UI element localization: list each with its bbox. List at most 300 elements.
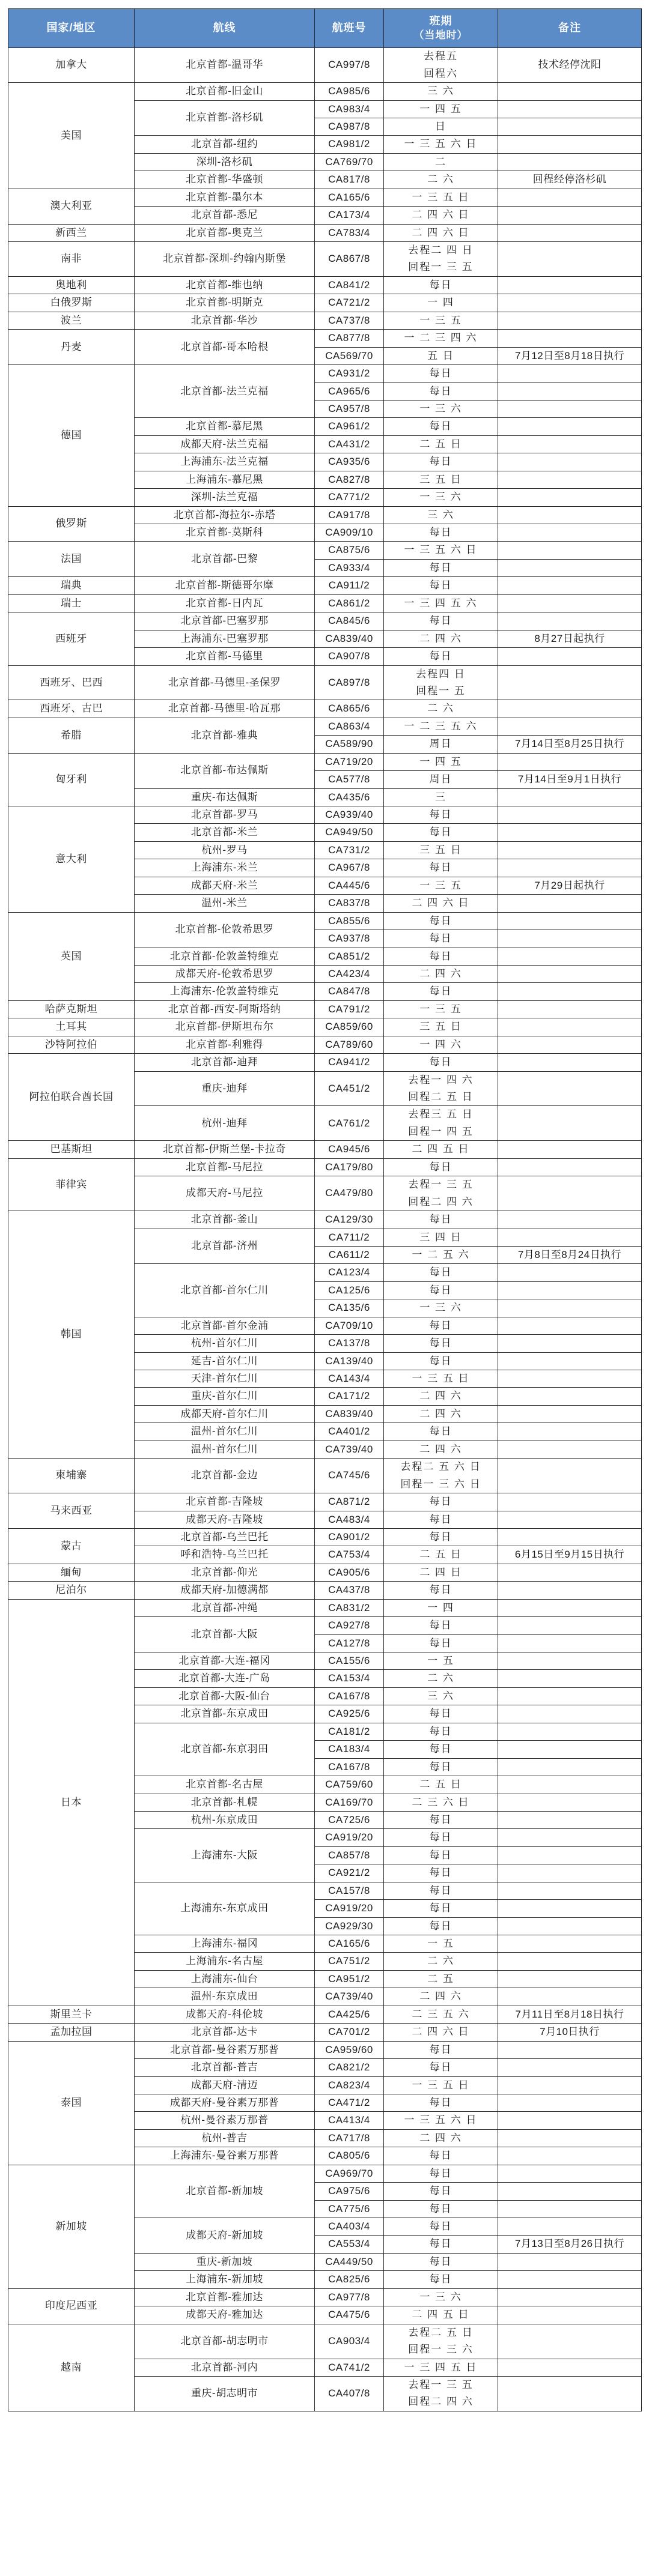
cell-flight-number: CA945/6 — [315, 1141, 384, 1158]
cell-schedule-days — [384, 1741, 498, 1758]
cell-remark — [498, 207, 642, 224]
schedule-line: 每日 — [429, 1761, 452, 1773]
table-row — [8, 1493, 642, 1511]
cell-flight-number: CA823/4 — [315, 2076, 384, 2094]
cell-remark — [498, 242, 642, 277]
schedule-line: 周日 — [429, 738, 452, 750]
cell-schedule-days — [384, 2271, 498, 2288]
cell-remark — [498, 718, 642, 735]
schedule-line: 二 五 日 — [419, 1779, 462, 1791]
cell-route: 成都天府-伦敦希思罗 — [135, 965, 315, 982]
table-row — [8, 1599, 642, 1616]
cell-route: 北京首都-悉尼 — [135, 207, 315, 224]
cell-schedule-days — [384, 1528, 498, 1546]
cell-country: 丹麦 — [8, 330, 135, 365]
cell-schedule-days — [384, 347, 498, 364]
cell-remark — [498, 1054, 642, 1071]
schedule-line: 去程一 四 六 — [408, 1074, 474, 1086]
cell-remark — [498, 1634, 642, 1652]
cell-remark — [498, 294, 642, 312]
cell-route: 北京首都-釜山 — [135, 1211, 315, 1229]
schedule-line: 一 三 六 — [419, 2291, 462, 2303]
cell-remark — [498, 859, 642, 877]
cell-route: 北京首都-旧金山 — [135, 83, 315, 100]
table-row — [8, 2165, 642, 2182]
cell-schedule-days — [384, 1459, 498, 1493]
cell-flight-number: CA589/90 — [315, 736, 384, 753]
schedule-line: 每日 — [429, 1619, 452, 1631]
cell-schedule-days — [384, 524, 498, 542]
cell-schedule-days — [384, 1599, 498, 1616]
cell-flight-number: CA611/2 — [315, 1246, 384, 1263]
cell-schedule-days — [384, 753, 498, 770]
cell-route: 北京首都-普吉 — [135, 2059, 315, 2076]
cell-remark — [498, 1493, 642, 1511]
cell-remark — [498, 83, 642, 100]
schedule-line: 二 五 日 — [419, 1549, 462, 1561]
cell-schedule-days — [384, 48, 498, 83]
cell-remark — [498, 1423, 642, 1441]
schedule-line: 每日 — [429, 1725, 452, 1737]
cell-route: 北京首都-明斯克 — [135, 294, 315, 312]
schedule-line: 每日 — [429, 2238, 452, 2250]
cell-flight-number: CA167/8 — [315, 1758, 384, 1776]
schedule-line: 一 三 五 — [419, 1003, 462, 1015]
cell-schedule-days — [384, 2041, 498, 2058]
cell-route: 温州-首尔仁川 — [135, 1441, 315, 1458]
cell-remark — [498, 1211, 642, 1229]
cell-route: 北京首都-巴塞罗那 — [135, 612, 315, 630]
schedule-line: 回程二 四 六 — [408, 2396, 474, 2408]
cell-country: 韩国 — [8, 1211, 135, 1459]
schedule-line: 二 五 日 — [419, 438, 462, 450]
cell-schedule-days — [384, 859, 498, 877]
cell-remark: 7月12日至8月18日执行 — [498, 347, 642, 364]
cell-schedule-days — [384, 2200, 498, 2218]
cell-schedule-days — [384, 1776, 498, 1794]
cell-remark — [498, 1900, 642, 1917]
cell-flight-number: CA875/6 — [315, 542, 384, 559]
cell-route: 成都天府-曼谷素万那普 — [135, 2094, 315, 2111]
schedule-line: 一 三 六 — [419, 491, 462, 503]
cell-remark — [498, 806, 642, 824]
cell-schedule-days — [384, 276, 498, 294]
table-row — [8, 1459, 642, 1493]
cell-schedule-days — [384, 471, 498, 488]
cell-flight-number: CA957/8 — [315, 400, 384, 417]
cell-route: 延吉-首尔仁川 — [135, 1352, 315, 1370]
cell-schedule-days — [384, 2059, 498, 2076]
schedule-line: 每日 — [429, 1813, 452, 1825]
cell-schedule-days — [384, 2129, 498, 2147]
cell-route: 成都天府-加德满都 — [135, 1582, 315, 1599]
cell-remark — [498, 1459, 642, 1493]
cell-route: 北京首都-河内 — [135, 2359, 315, 2376]
schedule-line: 二 四 六 — [419, 2132, 462, 2144]
cell-flight-number: CA737/8 — [315, 312, 384, 329]
cell-remark — [498, 118, 642, 135]
cell-remark — [498, 1264, 642, 1281]
cell-remark: 技术经停沈阳 — [498, 48, 642, 83]
cell-flight-number: CA173/4 — [315, 207, 384, 224]
cell-schedule-days — [384, 2288, 498, 2306]
cell-remark — [498, 1000, 642, 1018]
cell-remark — [498, 400, 642, 417]
schedule-line: 二 — [435, 156, 446, 168]
cell-schedule-days — [384, 2076, 498, 2094]
cell-flight-number: CA479/80 — [315, 1176, 384, 1211]
cell-country: 土耳其 — [8, 1018, 135, 1036]
cell-route: 北京首都-曼谷素万那普 — [135, 2041, 315, 2058]
cell-route: 北京首都-大阪 — [135, 1617, 315, 1652]
cell-route: 北京首都-札幌 — [135, 1794, 315, 1811]
cell-schedule-days — [384, 2236, 498, 2253]
cell-remark — [498, 824, 642, 841]
header-schedule-sub: （当地时） — [413, 29, 468, 41]
cell-route: 北京首都-新加坡 — [135, 2165, 315, 2218]
cell-flight-number: CA825/6 — [315, 2271, 384, 2288]
schedule-line: 每日 — [429, 561, 452, 573]
cell-flight-number: CA165/6 — [315, 1935, 384, 1953]
cell-country: 蒙古 — [8, 1528, 135, 1564]
cell-route: 北京首都-大阪-仙台 — [135, 1687, 315, 1705]
table-row — [8, 1158, 642, 1176]
table-row — [8, 365, 642, 382]
cell-remark — [498, 1036, 642, 1053]
cell-flight-number: CA577/8 — [315, 771, 384, 788]
cell-schedule-days — [384, 877, 498, 894]
cell-flight-number: CA865/6 — [315, 700, 384, 718]
cell-country: 波兰 — [8, 312, 135, 329]
cell-remark: 7月29日起执行 — [498, 877, 642, 894]
cell-country: 瑞士 — [8, 594, 135, 612]
cell-route: 杭州-迪拜 — [135, 1106, 315, 1141]
cell-flight-number: CA933/4 — [315, 559, 384, 576]
cell-schedule-days — [384, 1617, 498, 1634]
cell-remark — [498, 1705, 642, 1723]
cell-schedule-days — [384, 242, 498, 277]
cell-flight-number: CA701/2 — [315, 2024, 384, 2041]
cell-schedule-days — [384, 1441, 498, 1458]
cell-remark — [498, 612, 642, 630]
cell-schedule-days — [384, 1335, 498, 1352]
cell-flight-number: CA721/2 — [315, 294, 384, 312]
cell-schedule-days — [384, 841, 498, 859]
cell-remark — [498, 2147, 642, 2165]
table-row — [8, 1528, 642, 1546]
table-row — [8, 48, 642, 83]
cell-route: 北京首都-马德里 — [135, 648, 315, 665]
cell-flight-number: CA791/2 — [315, 1000, 384, 1018]
schedule-line: 一 三 五 — [419, 314, 462, 326]
cell-remark — [498, 948, 642, 965]
cell-route: 北京首都-东京羽田 — [135, 1723, 315, 1776]
cell-flight-number: CA921/2 — [315, 1864, 384, 1882]
cell-remark — [498, 1229, 642, 1246]
schedule-line: 每日 — [429, 1319, 452, 1331]
cell-remark: 7月14日至8月25日执行 — [498, 736, 642, 753]
cell-remark — [498, 506, 642, 524]
cell-flight-number: CA725/6 — [315, 1811, 384, 1828]
cell-flight-number: CA753/4 — [315, 1546, 384, 1564]
cell-flight-number: CA831/2 — [315, 1599, 384, 1616]
schedule-line: 每日 — [429, 1513, 452, 1525]
cell-flight-number: CA817/8 — [315, 171, 384, 189]
cell-country: 缅甸 — [8, 1564, 135, 1581]
cell-remark: 7月11日至8月18日执行 — [498, 2006, 642, 2023]
cell-flight-number: CA413/4 — [315, 2112, 384, 2129]
table-row — [8, 594, 642, 612]
cell-route: 杭州-东京成田 — [135, 1811, 315, 1828]
cell-remark — [498, 788, 642, 806]
schedule-line: 去程二 四 日 — [408, 244, 474, 256]
schedule-line: 每日 — [429, 1266, 452, 1278]
table-row — [8, 2288, 642, 2306]
schedule-line: 每日 — [429, 933, 452, 945]
cell-flight-number: CA903/4 — [315, 2324, 384, 2359]
table-row — [8, 612, 642, 630]
table-row — [8, 1036, 642, 1053]
schedule-line: 日 — [435, 120, 446, 132]
cell-route: 重庆-布达佩斯 — [135, 788, 315, 806]
cell-remark — [498, 700, 642, 718]
cell-schedule-days — [384, 1882, 498, 1899]
cell-remark — [498, 1829, 642, 1846]
cell-schedule-days — [384, 648, 498, 665]
cell-schedule-days — [384, 1687, 498, 1705]
cell-schedule-days — [384, 1988, 498, 2006]
cell-flight-number: CA181/2 — [315, 1723, 384, 1740]
cell-flight-number: CA125/6 — [315, 1281, 384, 1299]
schedule-line: 三 六 — [427, 85, 454, 97]
cell-route: 北京首都-华沙 — [135, 312, 315, 329]
cell-remark — [498, 2253, 642, 2270]
cell-remark — [498, 2129, 642, 2147]
cell-flight-number: CA771/2 — [315, 489, 384, 506]
schedule-line: 回程一 三 六 — [408, 2344, 474, 2356]
cell-remark — [498, 1352, 642, 1370]
cell-schedule-days — [384, 294, 498, 312]
cell-flight-number: CA929/30 — [315, 1917, 384, 1935]
cell-remark — [498, 577, 642, 594]
schedule-line: 一 四 五 — [419, 755, 462, 767]
cell-schedule-days — [384, 2006, 498, 2023]
cell-schedule-days — [384, 489, 498, 506]
table-row — [8, 1141, 642, 1158]
cell-schedule-days — [384, 1158, 498, 1176]
cell-route: 上海浦东-曼谷素万那普 — [135, 2147, 315, 2165]
cell-flight-number: CA867/8 — [315, 242, 384, 277]
cell-route: 上海浦东-名古屋 — [135, 1953, 315, 1970]
cell-schedule-days — [384, 594, 498, 612]
cell-remark — [498, 542, 642, 559]
cell-flight-number: CA997/8 — [315, 48, 384, 83]
cell-country: 哈萨克斯坦 — [8, 1000, 135, 1018]
cell-remark — [498, 559, 642, 576]
cell-remark — [498, 418, 642, 435]
cell-schedule-days — [384, 2324, 498, 2359]
cell-country: 新西兰 — [8, 224, 135, 241]
cell-country: 加拿大 — [8, 48, 135, 83]
cell-route: 重庆-首尔仁川 — [135, 1388, 315, 1405]
cell-remark — [498, 1758, 642, 1776]
cell-flight-number: CA179/80 — [315, 1158, 384, 1176]
schedule-line: 去程二 五 六 日 — [400, 1461, 481, 1473]
cell-schedule-days — [384, 330, 498, 347]
cell-schedule-days — [384, 2359, 498, 2376]
cell-flight-number: CA739/40 — [315, 1441, 384, 1458]
header-row — [8, 9, 642, 48]
cell-country: 菲律宾 — [8, 1158, 135, 1211]
cell-flight-number: CA931/2 — [315, 365, 384, 382]
cell-schedule-days — [384, 118, 498, 135]
cell-flight-number: CA941/2 — [315, 1054, 384, 1071]
cell-route: 重庆-迪拜 — [135, 1071, 315, 1106]
schedule-line: 每日 — [429, 862, 452, 874]
cell-schedule-days — [384, 2147, 498, 2165]
schedule-line: 一 三 四 五 日 — [404, 2361, 478, 2373]
schedule-line: 每日 — [429, 826, 452, 838]
cell-country: 法国 — [8, 542, 135, 577]
cell-schedule-days — [384, 983, 498, 1000]
schedule-line: 每日 — [429, 2255, 452, 2267]
schedule-line: 每日 — [429, 985, 452, 997]
cell-country: 澳大利亚 — [8, 189, 135, 224]
cell-route: 深圳-洛杉矶 — [135, 153, 315, 171]
cell-schedule-days — [384, 1900, 498, 1917]
cell-remark — [498, 1917, 642, 1935]
cell-remark: 8月27日起执行 — [498, 630, 642, 647]
cell-remark — [498, 1335, 642, 1352]
cell-flight-number: CA925/6 — [315, 1705, 384, 1723]
cell-route: 北京首都-墨尔本 — [135, 189, 315, 206]
schedule-line: 一 二 三 四 六 — [404, 332, 478, 344]
cell-flight-number: CA775/6 — [315, 2200, 384, 2218]
cell-schedule-days — [384, 700, 498, 718]
cell-flight-number: CA155/6 — [315, 1652, 384, 1670]
schedule-line: 一 四 — [427, 297, 454, 309]
cell-remark — [498, 1864, 642, 1882]
schedule-line: 二 四 五 日 — [412, 2309, 470, 2321]
cell-remark — [498, 2376, 642, 2411]
schedule-line: 三 五 日 — [419, 844, 462, 856]
cell-schedule-days — [384, 1370, 498, 1388]
cell-flight-number: CA483/4 — [315, 1511, 384, 1528]
cell-remark — [498, 1970, 642, 1988]
cell-flight-number: CA425/6 — [315, 2006, 384, 2023]
cell-flight-number: CA789/60 — [315, 1036, 384, 1053]
schedule-line: 一 二 五 六 — [412, 1248, 470, 1260]
cell-flight-number: CA965/6 — [315, 382, 384, 400]
schedule-line: 每日 — [429, 1584, 452, 1596]
schedule-line: 每日 — [429, 1637, 452, 1649]
schedule-line: 周日 — [429, 773, 452, 785]
cell-route: 重庆-新加坡 — [135, 2253, 315, 2270]
schedule-line: 去程五 — [424, 50, 458, 62]
cell-country: 尼泊尔 — [8, 1582, 135, 1599]
cell-country: 白俄罗斯 — [8, 294, 135, 312]
cell-flight-number: CA745/6 — [315, 1459, 384, 1493]
cell-schedule-days — [384, 788, 498, 806]
cell-schedule-days — [384, 2183, 498, 2200]
cell-schedule-days — [384, 1317, 498, 1334]
cell-route: 北京首都-马德里-圣保罗 — [135, 665, 315, 700]
cell-route: 上海浦东-伦敦盖特维克 — [135, 983, 315, 1000]
cell-flight-number: CA845/6 — [315, 612, 384, 630]
schedule-line: 每日 — [429, 615, 452, 627]
schedule-line: 一 二 三 五 六 — [404, 720, 478, 732]
cell-flight-number: CA821/2 — [315, 2059, 384, 2076]
cell-route: 北京首都-名古屋 — [135, 1776, 315, 1794]
cell-flight-number: CA717/8 — [315, 2129, 384, 2147]
table-row — [8, 1211, 642, 1229]
cell-country: 巴基斯坦 — [8, 1141, 135, 1158]
cell-flight-number: CA143/4 — [315, 1370, 384, 1388]
cell-schedule-days — [384, 1423, 498, 1441]
schedule-line: 每日 — [429, 420, 452, 432]
cell-route: 北京首都-海拉尔-赤塔 — [135, 506, 315, 524]
header-country: 国家/地区 — [8, 9, 135, 48]
cell-route: 成都天府-吉隆坡 — [135, 1511, 315, 1528]
cell-flight-number: CA981/2 — [315, 136, 384, 153]
cell-flight-number: CA857/8 — [315, 1846, 384, 1864]
cell-flight-number: CA129/30 — [315, 1211, 384, 1229]
cell-remark — [498, 648, 642, 665]
cell-remark — [498, 983, 642, 1000]
cell-remark — [498, 453, 642, 471]
schedule-line: 五 日 — [427, 349, 454, 361]
schedule-line: 三 五 日 — [419, 473, 462, 485]
cell-schedule-days — [384, 2218, 498, 2236]
cell-flight-number: CA139/40 — [315, 1352, 384, 1370]
cell-flight-number: CA949/50 — [315, 824, 384, 841]
cell-remark — [498, 1582, 642, 1599]
cell-flight-number: CA553/4 — [315, 2236, 384, 2253]
cell-country: 西班牙 — [8, 612, 135, 665]
cell-schedule-days — [384, 806, 498, 824]
cell-flight-number: CA961/2 — [315, 418, 384, 435]
cell-flight-number: CA905/6 — [315, 1564, 384, 1581]
cell-flight-number: CA897/8 — [315, 665, 384, 700]
cell-flight-number: CA911/2 — [315, 577, 384, 594]
schedule-line: 二 三 六 日 — [412, 1796, 470, 1808]
cell-flight-number: CA841/2 — [315, 276, 384, 294]
cell-flight-number: CA937/8 — [315, 930, 384, 948]
cell-route: 北京首都-乌兰巴托 — [135, 1528, 315, 1546]
schedule-line: 每日 — [429, 1831, 452, 1843]
schedule-line: 二 四 五 日 — [412, 1143, 470, 1155]
cell-schedule-days — [384, 1000, 498, 1018]
cell-remark: 7月8日至8月24日执行 — [498, 1246, 642, 1263]
schedule-line: 去程一 三 五 — [408, 1179, 474, 1191]
cell-flight-number: CA423/4 — [315, 965, 384, 982]
cell-country: 英国 — [8, 912, 135, 1000]
schedule-line: 去程二 五 日 — [408, 2326, 474, 2338]
schedule-line: 二 六 — [427, 1955, 454, 1967]
cell-flight-number: CA977/8 — [315, 2288, 384, 2306]
cell-schedule-days — [384, 189, 498, 206]
schedule-line: 每日 — [429, 1849, 452, 1861]
cell-remark — [498, 895, 642, 912]
cell-remark — [498, 1846, 642, 1864]
cell-route: 北京首都-雅加达 — [135, 2288, 315, 2306]
cell-remark — [498, 1617, 642, 1634]
cell-schedule-days — [384, 1511, 498, 1528]
schedule-line: 三 六 — [427, 509, 454, 521]
cell-flight-number: CA709/10 — [315, 1317, 384, 1334]
schedule-line: 回程一 五 — [416, 685, 466, 697]
cell-flight-number: CA967/8 — [315, 859, 384, 877]
